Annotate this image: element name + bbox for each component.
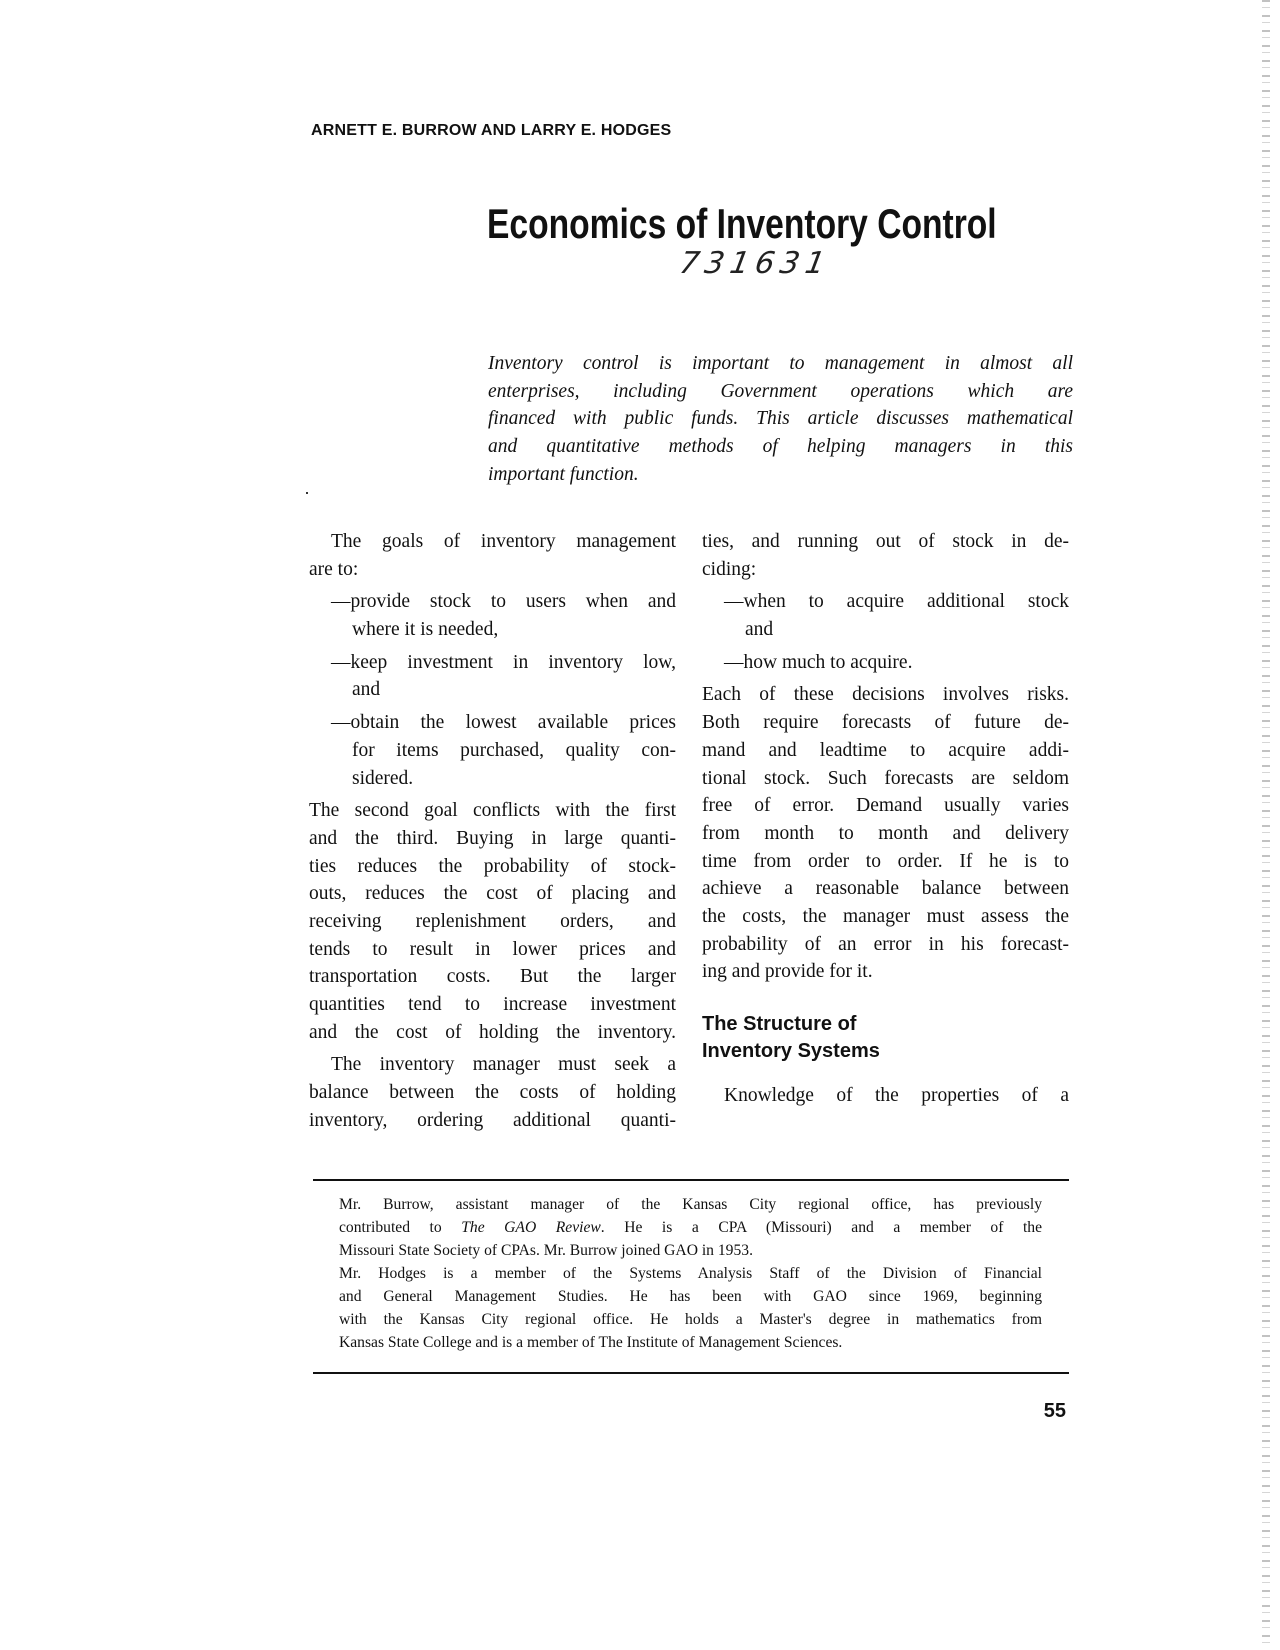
- text-line: transportation costs. But the larger: [309, 966, 676, 988]
- text-line: important function.: [488, 463, 639, 485]
- text-line: The goals of inventory management: [331, 531, 676, 552]
- text-line: Kansas State College and is a member of The Institute of Management Sciences.: [339, 1334, 843, 1351]
- text-line: with the Kansas City regional office. He holds a Master's degree in mathematics from: [339, 1311, 1042, 1328]
- text-line: —how much to acquire.: [724, 651, 913, 673]
- text-line: quantities tend to increase investment: [309, 994, 676, 1015]
- text-line: free of error. Demand usually varies: [702, 795, 1069, 817]
- text-line: —provide stock to users when and: [331, 591, 676, 613]
- text-line: Mr. Hodges is a member of the Systems Analysis Staff of the Division of Financial: [339, 1265, 1042, 1282]
- text-line: where it is needed,: [352, 619, 499, 641]
- text-line: and: [745, 619, 774, 641]
- text-line: —keep investment in inventory low,: [331, 651, 676, 673]
- text-line: are to:: [309, 558, 359, 580]
- text-line: balance between the costs of holding: [309, 1082, 676, 1104]
- text-line: ties reduces the probability of stock-: [309, 855, 676, 877]
- text-line: Inventory control is important to management in almost all: [488, 353, 1073, 374]
- text-line: receiving replenishment orders, and: [309, 910, 676, 932]
- text-line: Missouri State Society of CPAs. Mr. Burrow joined GAO in 1953.: [339, 1242, 753, 1259]
- scan-edge-artifact: [1262, 0, 1270, 1650]
- text-line: achieve a reasonable balance between: [702, 878, 1069, 900]
- author-byline: ARNETT E. BURROW AND LARRY E. HODGES: [311, 122, 672, 139]
- abstract: [488, 350, 1073, 488]
- section-heading-line: The Structure of: [702, 1013, 857, 1035]
- text-line: financed with public funds. This article discusses mathematical: [488, 408, 1073, 430]
- text-line: and General Management Studies. He has been with GAO since 1969, beginning: [339, 1288, 1042, 1305]
- text-line: and quantitative methods of helping managers in this: [488, 436, 1073, 458]
- footnote-rule-top: [313, 1179, 1069, 1181]
- text-line: from month to month and delivery: [702, 822, 1069, 844]
- article-title: Economics of Inventory Control: [487, 200, 997, 247]
- text-line: the costs, the manager must assess the: [702, 905, 1069, 927]
- text-line: Both require forecasts of future de-: [702, 712, 1069, 734]
- scan-speck: [306, 492, 308, 494]
- text-line: inventory, ordering additional quanti-: [309, 1109, 676, 1131]
- text-line: tends to result in lower prices and: [309, 938, 676, 960]
- text-line: ties, and running out of stock in de-: [702, 531, 1069, 552]
- text-line: The inventory manager must seek a: [331, 1054, 676, 1076]
- page-number: 55: [1043, 1400, 1066, 1422]
- text-line: ing and provide for it.: [702, 961, 873, 983]
- text-line: ciding:: [702, 558, 757, 580]
- body-column-left: [309, 528, 676, 1134]
- footnote-rule-bottom: [313, 1372, 1069, 1374]
- text-line: Each of these decisions involves risks.: [702, 684, 1069, 706]
- text-line: contributed to The GAO Review. He is a CPA (Missouri) and a member of the: [339, 1219, 1043, 1236]
- text-line: —obtain the lowest available prices: [331, 712, 676, 734]
- body-column-right: [702, 528, 1069, 1110]
- text-line: and: [352, 679, 381, 701]
- text-line: probability of an error in his forecast-: [702, 933, 1069, 955]
- text-line: mand and leadtime to acquire addi-: [702, 739, 1069, 761]
- text-line: Mr. Burrow, assistant manager of the Kansas City regional office, has previously: [339, 1196, 1042, 1213]
- author-footnote: [339, 1193, 1042, 1354]
- text-line: Knowledge of the properties of a: [724, 1085, 1069, 1106]
- text-line: enterprises, including Government operations which are: [488, 380, 1073, 402]
- text-line: and the cost of holding the inventory.: [309, 1021, 676, 1043]
- text-line: outs, reduces the cost of placing and: [309, 883, 676, 905]
- text-line: time from order to order. If he is to: [702, 850, 1069, 872]
- text-line: —when to acquire additional stock: [724, 591, 1069, 613]
- text-line: sidered.: [352, 767, 414, 789]
- text-line: for items purchased, quality con-: [352, 739, 676, 761]
- handwritten-number: 731631: [676, 246, 834, 281]
- text-line: The second goal conflicts with the first: [309, 800, 676, 822]
- text-line: tional stock. Such forecasts are seldom: [702, 767, 1069, 789]
- text-line: and the third. Buying in large quanti-: [309, 827, 676, 849]
- section-heading-line: Inventory Systems: [702, 1040, 880, 1062]
